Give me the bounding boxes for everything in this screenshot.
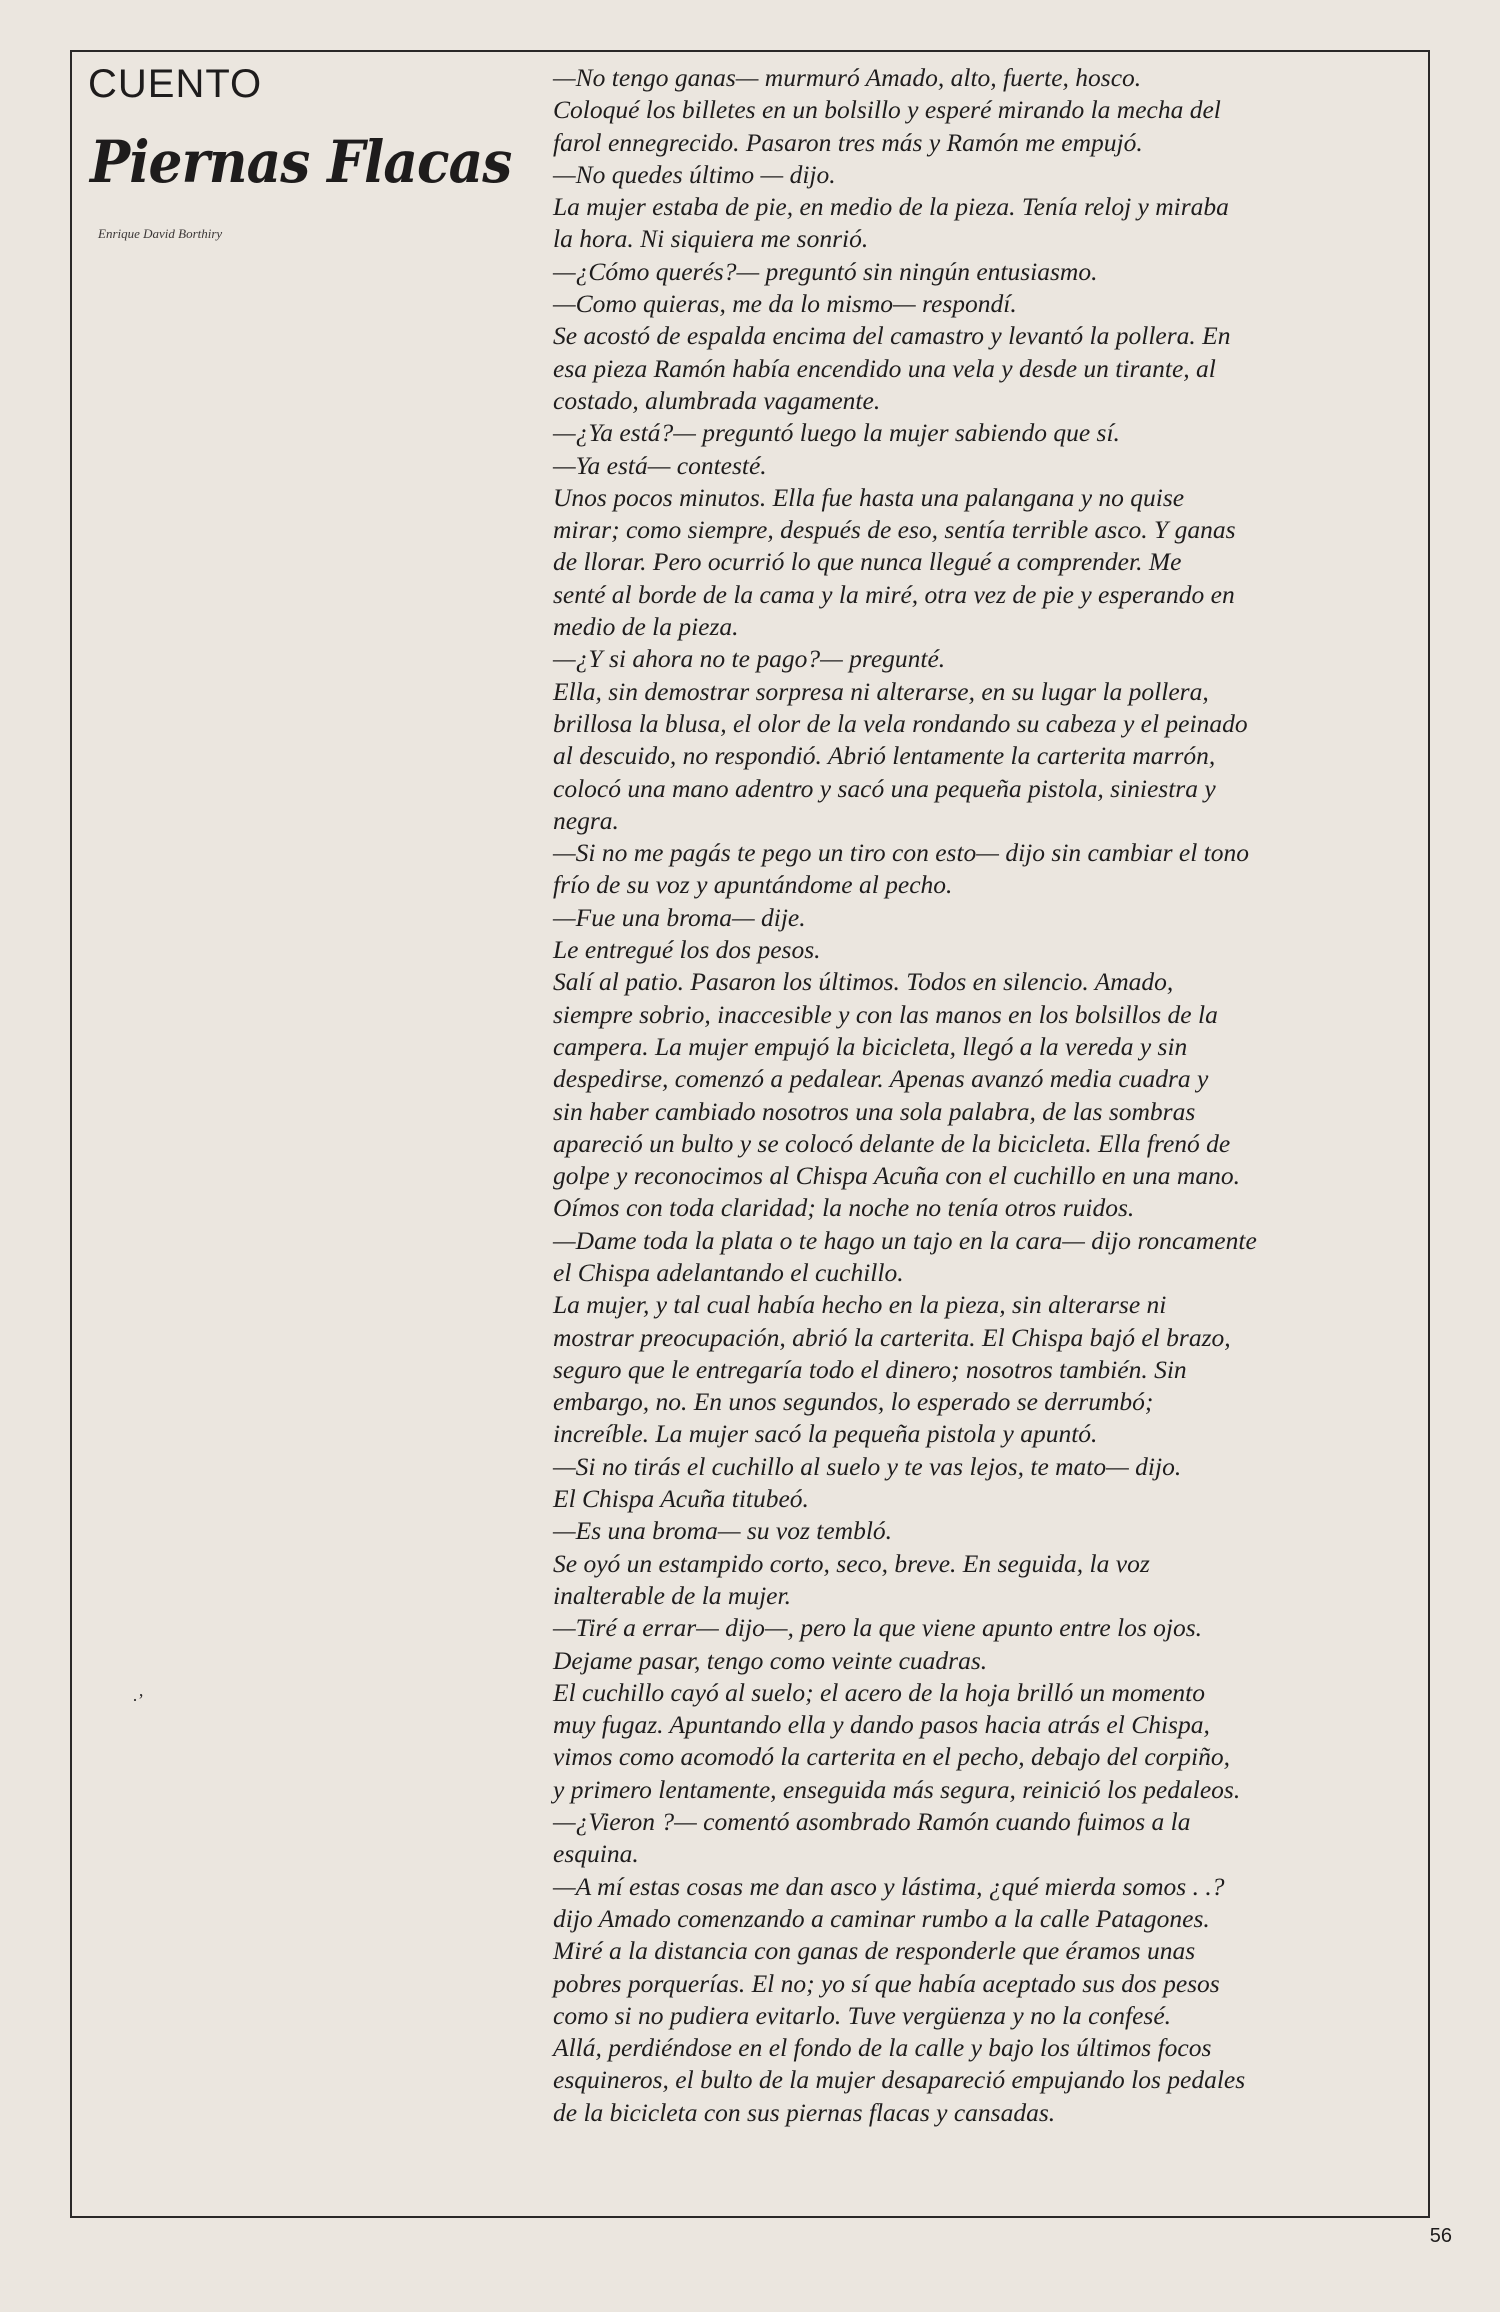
story-line: despedirse, comenzó a pedalear. Apenas avanzó media cuadra y bbox=[553, 1064, 1209, 1094]
story-title: Piernas Flacas bbox=[90, 128, 512, 196]
story-line: Se oyó un estampido corto, seco, breve. En seguida, la voz bbox=[553, 1548, 1150, 1578]
story-line: vimos como acomodó la carterita en el pecho, debajo del corpiño, bbox=[553, 1742, 1231, 1772]
story-line: —Dame toda la plata o te hago un tajo en la cara— dijo roncamente bbox=[553, 1225, 1257, 1255]
story-line: frío de su voz y apuntándome al pecho. bbox=[553, 870, 953, 900]
story-line: —No quedes último — dijo. bbox=[553, 159, 836, 189]
print-speck-mark: ·’ bbox=[132, 1690, 144, 1710]
story-line: —¿Ya está?— preguntó luego la mujer sabiendo que sí. bbox=[553, 418, 1120, 448]
story-line: de llorar. Pero ocurrió lo que nunca llegué a comprender. Me bbox=[553, 547, 1182, 577]
story-line: campera. La mujer empujó la bicicleta, llegó a la vereda y sin bbox=[553, 1031, 1188, 1061]
story-line: y primero lentamente, enseguida más segura, reinició los pedaleos. bbox=[553, 1774, 1241, 1804]
story-line: La mujer, y tal cual había hecho en la pieza, sin alterarse ni bbox=[553, 1290, 1167, 1320]
story-line: apareció un bulto y se colocó delante de la bicicleta. Ella frenó de bbox=[553, 1128, 1231, 1158]
story-line: seguro que le entregaría todo el dinero; nosotros también. Sin bbox=[553, 1354, 1187, 1384]
story-line: —¿Cómo querés?— preguntó sin ningún entusiasmo. bbox=[553, 256, 1098, 286]
story-line: inalterable de la mujer. bbox=[553, 1580, 791, 1610]
story-line: —A mí estas cosas me dan asco y lástima, ¿qué mierda somos . .? bbox=[553, 1871, 1225, 1901]
story-line: de la bicicleta con sus piernas flacas y cansadas. bbox=[553, 2097, 1056, 2127]
story-line: increíble. La mujer sacó la pequeña pistola y apuntó. bbox=[553, 1419, 1098, 1449]
story-line: embargo, no. En unos segundos, lo esperado se derrumbó; bbox=[553, 1387, 1154, 1417]
story-line: —Tiré a errar— dijo—, pero la que viene apunto entre los ojos. bbox=[553, 1613, 1203, 1643]
story-line: mirar; como siempre, después de eso, sentía terrible asco. Y ganas bbox=[553, 515, 1236, 545]
story-line: La mujer estaba de pie, en medio de la pieza. Tenía reloj y miraba bbox=[553, 192, 1229, 222]
page-number: 56 bbox=[1429, 2225, 1452, 2247]
story-line: medio de la pieza. bbox=[553, 612, 739, 642]
story-line: —¿Y si ahora no te pago?— pregunté. bbox=[553, 644, 946, 674]
story-line: Miré a la distancia con ganas de responderle que éramos unas bbox=[553, 1936, 1196, 1966]
story-line: el Chispa adelantando el cuchillo. bbox=[553, 1257, 904, 1287]
story-line: muy fugaz. Apuntando ella y dando pasos hacia atrás el Chispa, bbox=[553, 1710, 1210, 1740]
story-line: El Chispa Acuña titubeó. bbox=[553, 1484, 809, 1514]
story-line: —Fue una broma— dije. bbox=[553, 902, 806, 932]
story-line: esquina. bbox=[553, 1839, 639, 1869]
story-line: farol ennegrecido. Pasaron tres más y Ramón me empujó. bbox=[553, 127, 1143, 157]
section-label: CUENTO bbox=[88, 62, 263, 106]
story-line: Coloqué los billetes en un bolsillo y esperé mirando la mecha del bbox=[553, 95, 1221, 125]
story-line: —Es una broma— su voz tembló. bbox=[553, 1516, 893, 1546]
story-line: brillosa la blusa, el olor de la vela rondando su cabeza y el peinado bbox=[553, 708, 1248, 738]
story-line: sin haber cambiado nosotros una sola palabra, de las sombras bbox=[553, 1096, 1196, 1126]
story-line: la hora. Ni siquiera me sonrió. bbox=[553, 224, 869, 254]
story-line: Ella, sin demostrar sorpresa ni alterarse, en su lugar la pollera, bbox=[553, 676, 1209, 706]
story-body bbox=[553, 62, 1423, 2129]
story-line: mostrar preocupación, abrió la carterita. El Chispa bajó el brazo, bbox=[553, 1322, 1231, 1352]
story-line: pobres porquerías. El no; yo sí que había aceptado sus dos pesos bbox=[553, 1968, 1220, 1998]
story-line: esquineros, el bulto de la mujer desapareció empujando los pedales bbox=[553, 2065, 1246, 2095]
story-line: —Ya está— contesté. bbox=[553, 450, 767, 480]
story-line: esa pieza Ramón había encendido una vela y desde un tirante, al bbox=[553, 353, 1216, 383]
story-line: negra. bbox=[553, 805, 619, 835]
story-line: Le entregué los dos pesos. bbox=[553, 935, 821, 965]
story-line: El cuchillo cayó al suelo; el acero de la hoja brilló un momento bbox=[553, 1677, 1206, 1707]
story-line: golpe y reconocimos al Chispa Acuña con el cuchillo en una mano. bbox=[553, 1161, 1240, 1191]
story-line: Salí al patio. Pasaron los últimos. Todos en silencio. Amado, bbox=[553, 967, 1174, 997]
story-line: Allá, perdiéndose en el fondo de la calle y bajo los últimos focos bbox=[553, 2033, 1212, 2063]
story-line: —No tengo ganas— murmuró Amado, alto, fuerte, hosco. bbox=[553, 63, 1142, 92]
story-line: colocó una mano adentro y sacó una pequeña pistola, siniestra y bbox=[553, 773, 1216, 803]
story-line: —Si no me pagás te pego un tiro con esto— dijo sin cambiar el tono bbox=[553, 838, 1250, 868]
story-line: como si no pudiera evitarlo. Tuve vergüenza y no la confesé. bbox=[553, 2000, 1172, 2030]
story-line: Unos pocos minutos. Ella fue hasta una palangana y no quise bbox=[553, 482, 1185, 512]
story-line: siempre sobrio, inaccesible y con las manos en los bolsillos de la bbox=[553, 999, 1218, 1029]
story-author: Enrique David Borthiry bbox=[98, 226, 223, 241]
story-line: —¿Vieron ?— comentó asombrado Ramón cuando fuimos a la bbox=[553, 1807, 1191, 1837]
story-line: Oímos con toda claridad; la noche no tenía otros ruidos. bbox=[553, 1193, 1135, 1223]
story-line: senté al borde de la cama y la miré, otra vez de pie y esperando en bbox=[553, 579, 1235, 609]
story-line: —Si no tirás el cuchillo al suelo y te vas lejos, te mato— dijo. bbox=[553, 1451, 1182, 1481]
story-line: dijo Amado comenzando a caminar rumbo a la calle Patagones. bbox=[553, 1903, 1210, 1933]
story-line: Se acostó de espalda encima del camastro y levantó la pollera. En bbox=[553, 321, 1231, 351]
story-line: al descuido, no respondió. Abrió lentamente la carterita marrón, bbox=[553, 741, 1216, 771]
story-line: costado, alumbrada vagamente. bbox=[553, 385, 881, 415]
story-line: Dejame pasar, tengo como veinte cuadras. bbox=[553, 1645, 988, 1675]
story-line: —Como quieras, me da lo mismo— respondí. bbox=[553, 289, 1017, 319]
